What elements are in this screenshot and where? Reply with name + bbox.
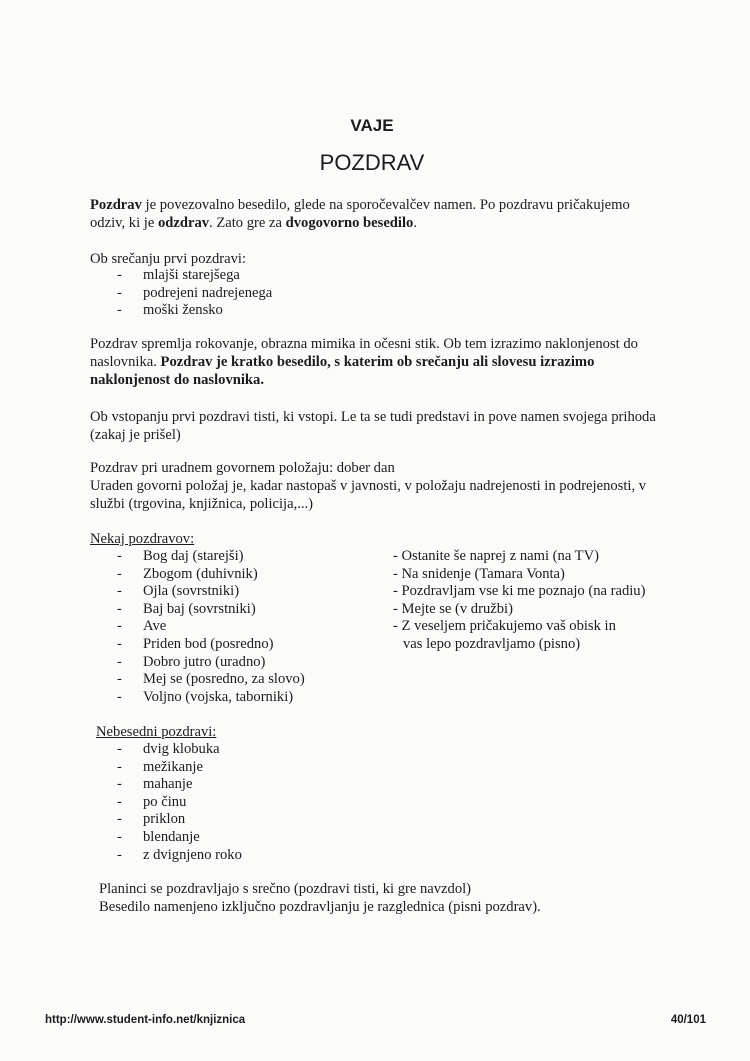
list-item: - priklon <box>117 811 242 829</box>
list-item: - Dobro jutro (uradno) <box>117 654 305 672</box>
meeting-list <box>117 267 272 320</box>
heading: VAJE <box>350 116 394 135</box>
text: Pozdrav spremlja rokovanje, obrazna mimika in očesni stik. Ob tem izrazimo naklonjenost do naslovnika. <box>90 336 638 370</box>
bold-term: odzdrav <box>157 215 210 231</box>
closing <box>99 880 674 916</box>
list-item: - podrejeni nadrejenega <box>117 285 272 303</box>
text: Besedilo namenjeno izključno pozdravljanju je razglednica (pisni pozdrav). <box>99 899 541 915</box>
list-item: - Na snidenje (Tamara Vonta) <box>393 565 565 582</box>
text: Uraden govorni položaj je, kadar nastopaš v javnosti, v položaju nadrejenosti in podrejenosti, v službi (trgovina, knjižnica, policija,...) <box>90 478 647 512</box>
text: je povezovalno besedilo, glede na sporočevalčev namen. Po pozdravu pričakujemo odziv, ki je <box>90 197 630 231</box>
list-item: - mahanje <box>117 776 242 794</box>
list-item: - mežikanje <box>117 759 242 777</box>
definition: Pozdrav je kratko besedilo, s katerim ob srečanju ali slovesu izrazimo naklonjenost do naslovnika. <box>90 354 595 388</box>
list-item: - po činu <box>117 794 242 812</box>
list-item: - Priden bod (posredno) <box>117 636 305 654</box>
text: Planinci se pozdravljajo s srečno (pozdravi tisti, ki gre navzdol) <box>99 881 472 897</box>
bold-term: Pozdrav <box>90 197 142 213</box>
list-item: - mlajši starejšega <box>117 267 272 285</box>
list-item: - Mejte se (v družbi) <box>393 600 513 617</box>
list-item: - Mej se (posredno, za slovo) <box>117 671 305 689</box>
list-item: - Ave <box>117 618 305 636</box>
paragraph-definition <box>90 335 665 389</box>
list-item: - z dvignjeno roko <box>117 847 242 865</box>
nonverbal-heading: Nebesedni pozdravi: <box>96 724 217 740</box>
list-item: - Ojla (sovrstniki) <box>117 583 305 601</box>
list-item: - Voljno (vojska, taborniki) <box>117 689 305 707</box>
list-item: - Bog daj (starejši) <box>117 548 305 566</box>
text: . Zato gre za <box>209 215 286 231</box>
nonverbal-list <box>117 741 242 864</box>
list-item: - Z veseljem pričakujemo vaš obisk in <box>393 618 616 635</box>
list-item: - moški žensko <box>117 302 272 320</box>
list-item: vas lepo pozdravljamo (pisno) <box>403 635 581 652</box>
footer-url[interactable]: http://www.student-info.net/knjiznica <box>45 1014 246 1026</box>
list-item: - Baj baj (sovrstniki) <box>117 601 305 619</box>
paragraph-intro <box>90 196 665 232</box>
greetings-list-right <box>393 548 645 654</box>
text: Pozdrav pri uradnem govornem položaju: dober dan <box>90 460 395 476</box>
list-item: - Ostanite še naprej z nami (na TV) <box>393 548 599 564</box>
paragraph-official <box>90 459 665 513</box>
text: . <box>413 215 417 231</box>
page-title: POZDRAV <box>319 150 425 175</box>
paragraph-entering: Ob vstopanju prvi pozdravi tisti, ki vstopi. Le ta se tudi predstavi in pove namen svojega prihoda (zakaj je prišel) <box>90 409 656 443</box>
list-item: - dvig klobuka <box>117 741 242 759</box>
meeting-intro: Ob srečanju prvi pozdravi: <box>90 251 247 267</box>
bold-term: dvogovorno besedilo <box>285 215 414 231</box>
list-item: - blendanje <box>117 829 242 847</box>
page-number: 40/101 <box>670 1014 706 1026</box>
greetings-list-left <box>117 548 305 706</box>
greetings-heading: Nekaj pozdravov: <box>90 531 195 547</box>
list-item: - Zbogom (duhivnik) <box>117 566 305 584</box>
list-item: - Pozdravljam vse ki me poznajo (na radiu) <box>393 583 646 600</box>
